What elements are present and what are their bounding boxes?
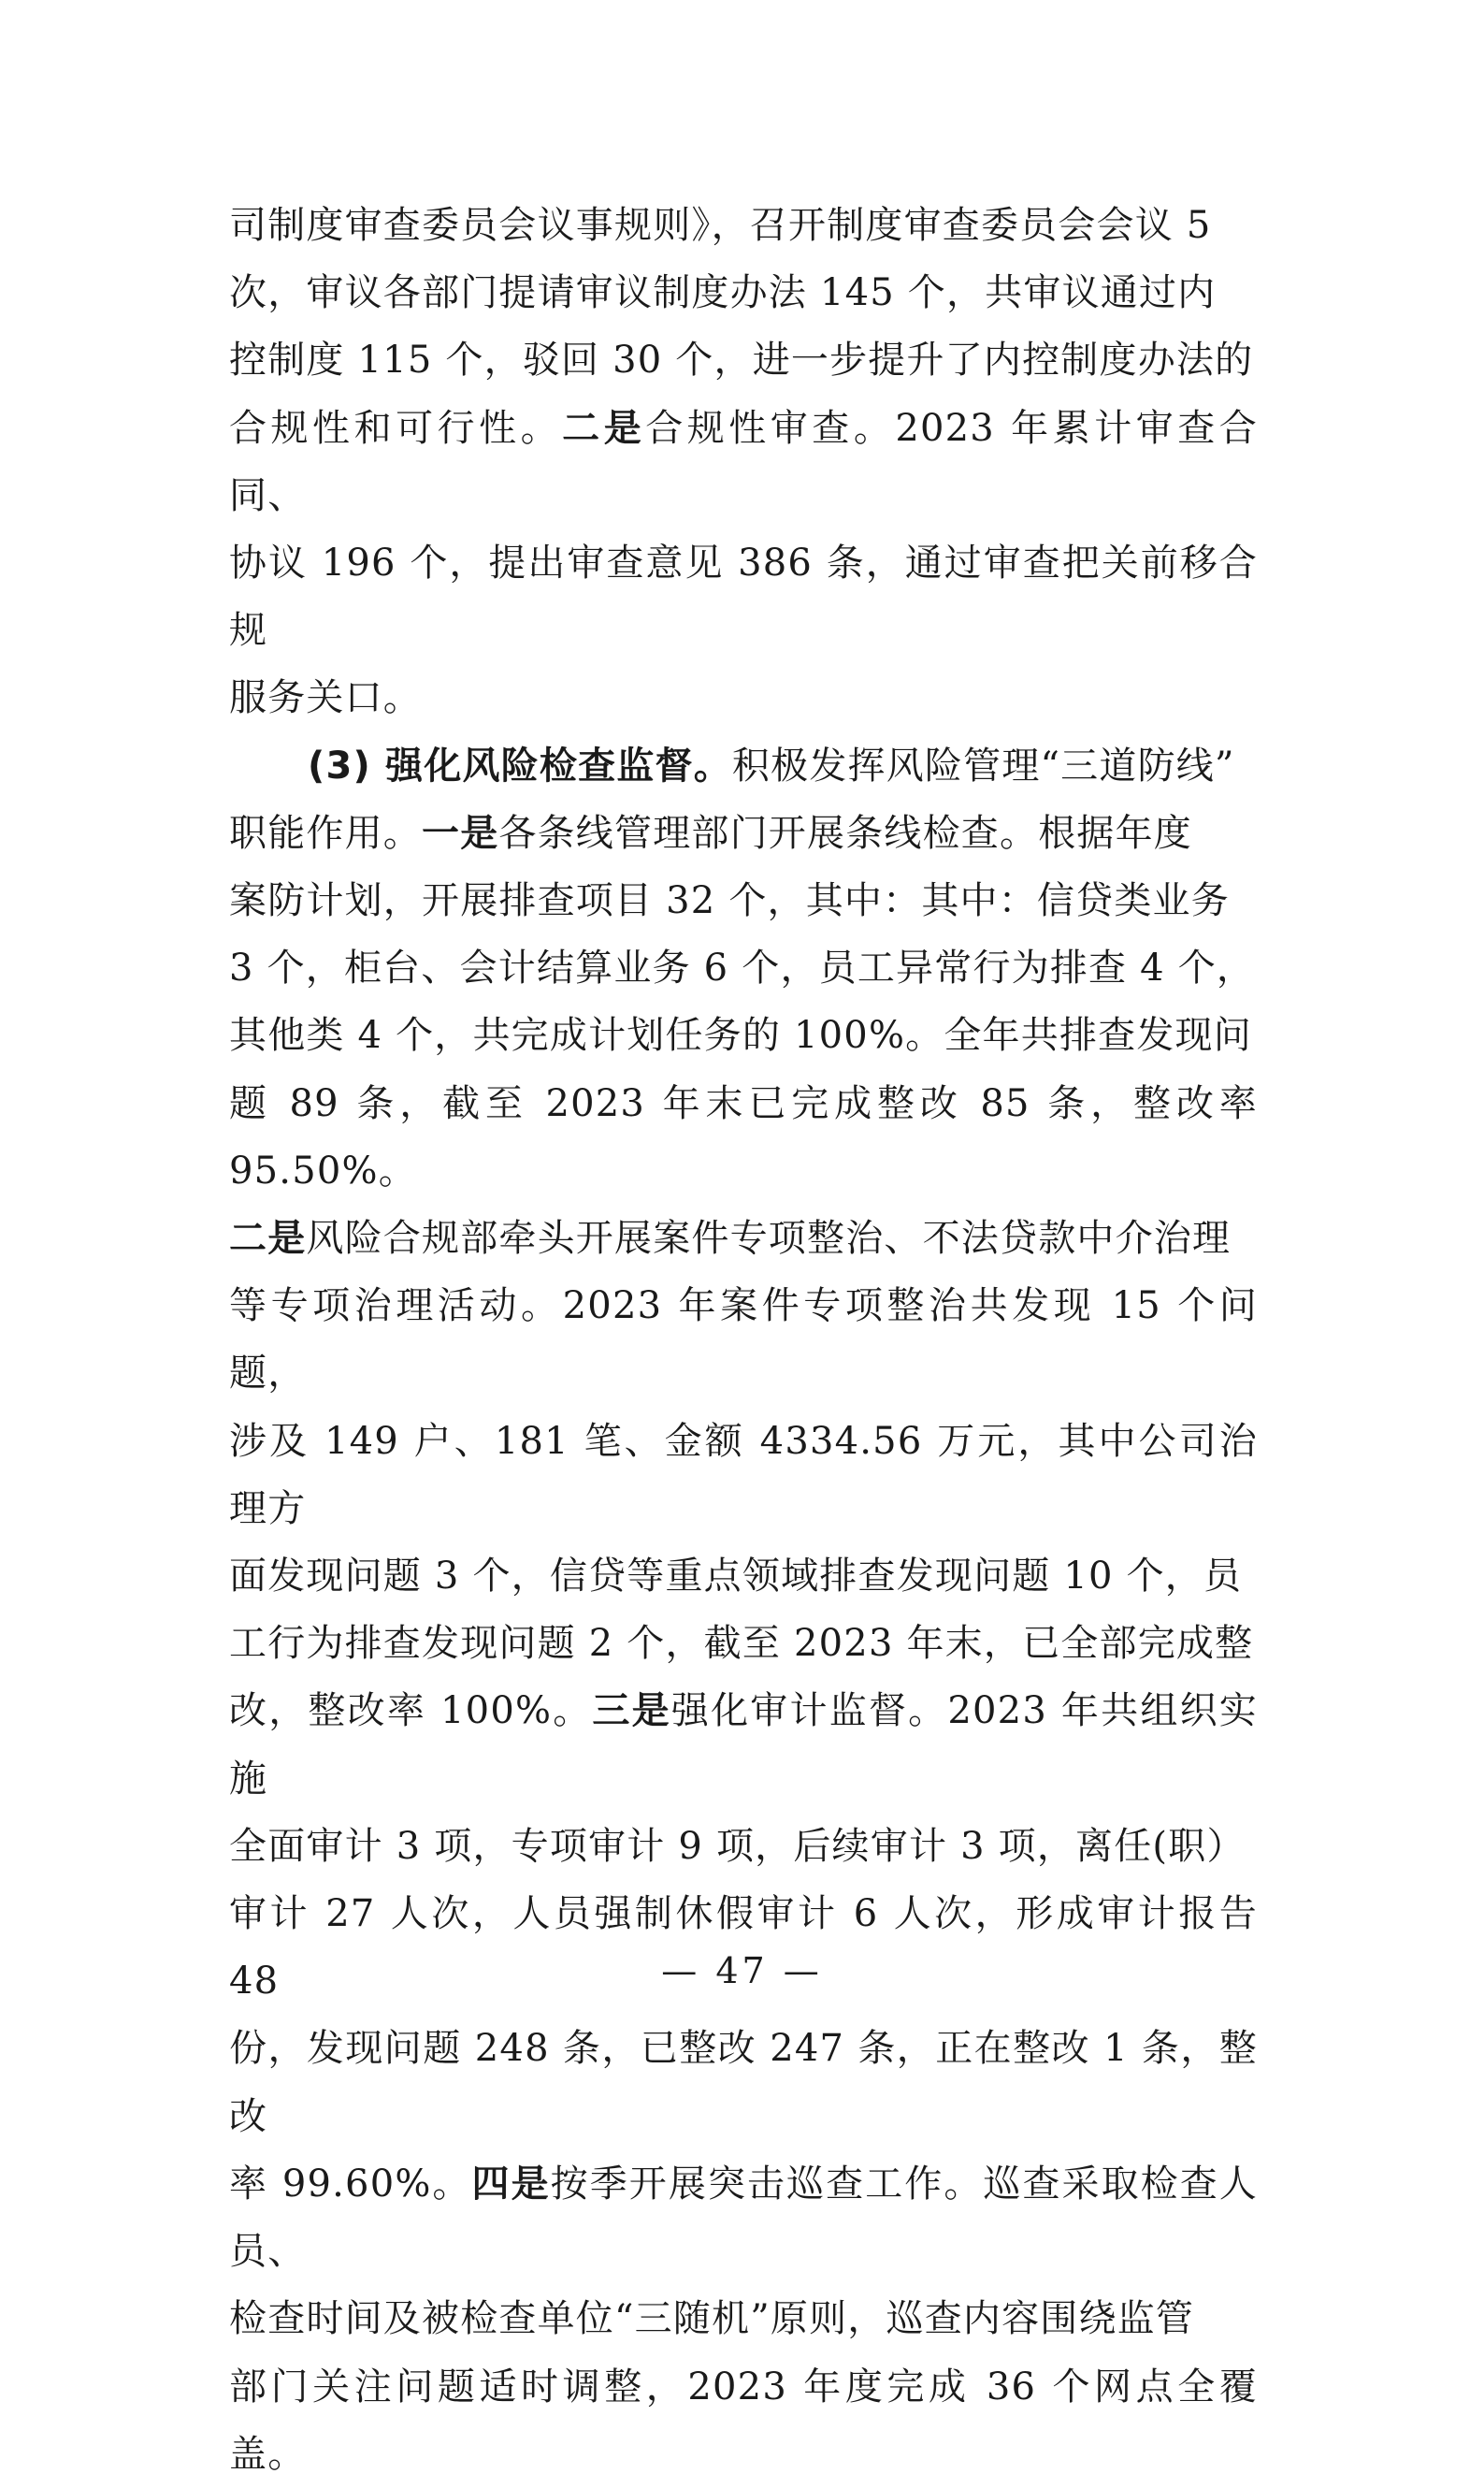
text-line: 工行为排查发现问题 2 个，截至 2023 年末，已全部完成整 (229, 1622, 1254, 1666)
text-line: 涉及 149 户、181 笔、金额 4334.56 万元，其中公司治理方 (229, 1419, 1258, 1530)
bold-marker: 一是 (422, 811, 499, 855)
text-line: 审计 27 人次，人员强制休假审计 6 人次，形成审计报告 48 (229, 1892, 1258, 2003)
text-line: 率 99.60%。 (229, 2162, 472, 2206)
text-line: 按季开展突击巡查工作。巡查采取检查人员、 (229, 2162, 1258, 2274)
text-line: 控制度 115 个，驳回 30 个，进一步提升了内控制度办法的 (229, 339, 1254, 383)
text-line: 风险合规部牵头开展案件专项整治、不法贷款中介治理 (306, 1217, 1232, 1261)
text-line: 职能作用。 (229, 811, 422, 855)
text-line: 份，发现问题 248 条，已整改 247 条，正在整改 1 条，整改 (229, 2027, 1258, 2138)
text-line: 合规性和可行性。 (229, 406, 563, 450)
text-line: 其他类 4 个，共完成计划任务的 100%。全年共排查发现问 (229, 1014, 1252, 1058)
text-line: 合规性审查。2023 年累计审查合同、 (229, 406, 1258, 517)
text-line: 强化审计监督。2023 年共组织实施 (229, 1689, 1258, 1801)
text-line: 次，审议各部门提请审议制度办法 145 个，共审议通过内 (229, 271, 1217, 315)
section-heading: (3) 强化风险检查监督。 (308, 744, 732, 788)
bold-marker: 二是 (562, 406, 646, 450)
bold-marker: 二是 (229, 1217, 307, 1261)
text-line: 司制度审查委员会议事规则》，召开制度审查委员会会议 5 (229, 204, 1212, 247)
paragraph-2 (229, 732, 1258, 2488)
text-line: 改，整改率 100%。 (229, 1689, 593, 1733)
text-line: 题 89 条，截至 2023 年末已完成整改 85 条，整改率 95.50%。 (229, 1081, 1258, 1193)
text-line: 全面审计 3 项，专项审计 9 项，后续审计 3 项，离任(职） (229, 1824, 1246, 1868)
body-text (229, 192, 1258, 2488)
bold-marker: 四是 (471, 2162, 551, 2206)
text-line: 等专项治理活动。2023 年案件专项整治共发现 15 个问题， (229, 1284, 1258, 1396)
page-number: — 47 — (661, 1950, 823, 1991)
text-line: 积极发挥风险管理“三道防线” (731, 744, 1235, 788)
text-line: 检查时间及被检查单位“三随机”原则，巡查内容围绕监管 (229, 2297, 1195, 2341)
text-line: 协议 196 个，提出审查意见 386 条，通过审查把关前移合规 (229, 542, 1258, 653)
text-line: 3 个，柜台、会计结算业务 6 个，员工异常行为排查 4 个， (229, 947, 1256, 991)
text-line: 面发现问题 3 个，信贷等重点领域排查发现问题 10 个，员 (229, 1555, 1243, 1598)
text-line: 各条线管理部门开展条线检查。根据年度 (498, 811, 1193, 855)
paragraph-1 (229, 192, 1258, 732)
text-line: 服务关口。 (229, 676, 422, 720)
bold-marker: 三是 (592, 1689, 671, 1733)
text-line: 部门关注问题适时调整，2023 年度完成 36 个网点全覆盖。 (229, 2365, 1258, 2476)
text-line: 案防计划，开展排查项目 32 个，其中：其中：信贷类业务 (229, 879, 1230, 923)
